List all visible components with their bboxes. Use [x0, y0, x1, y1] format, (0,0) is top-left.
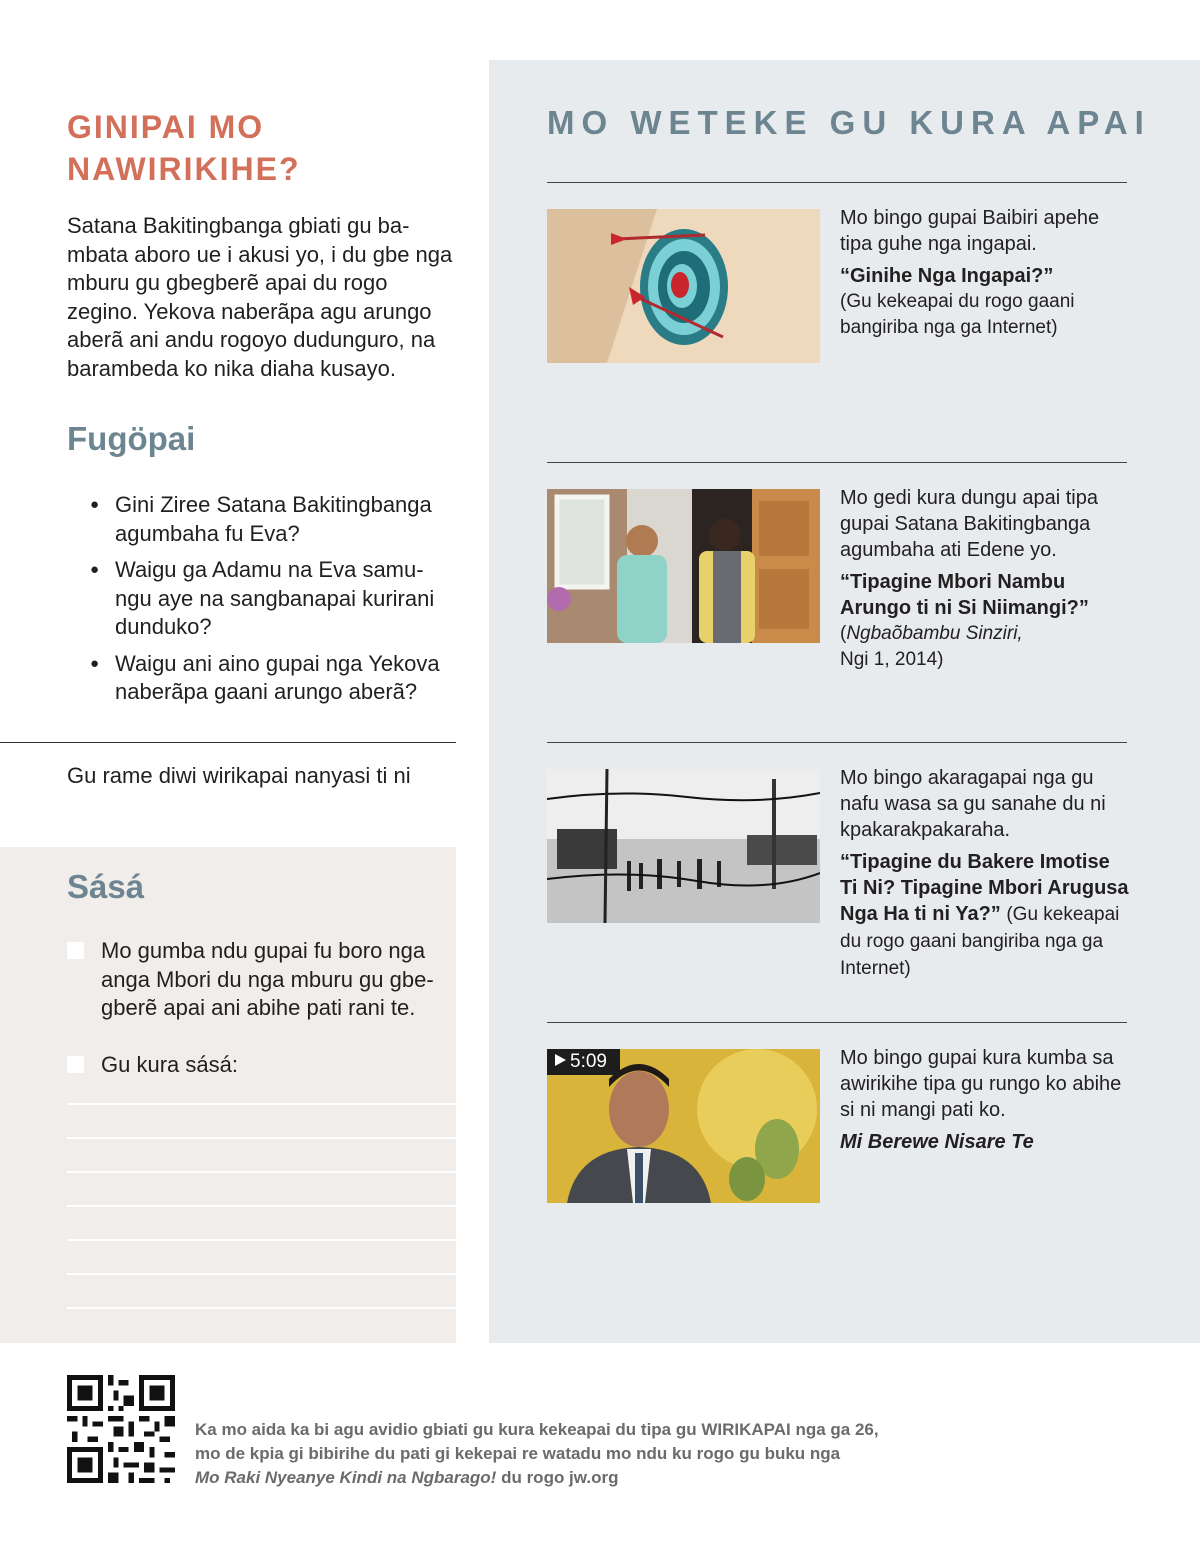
writing-line[interactable] [67, 1205, 456, 1207]
divider [0, 742, 456, 743]
resource-text: Mo bingo gupai kura kumba sa awirikihe tipa gu rungo ko abihe si ni mangi pati ko. Mi Berewe Nisare Te [840, 1045, 1130, 1155]
footer-note: Ka mo aida ka bi agu avidio gbiati gu kura kekeapai du tipa gu WIRIKAPAI nga ga 26, mo de kpia gi bibirihe du pati gi kekepai re watadu mo ndu ku rogo gu buku nga Mo Raki Nyeanye Kindi na Ngbarago! du rogo jw.org [195, 1420, 879, 1487]
resource-title[interactable]: “Ginihe Nga Ingapai?” [840, 265, 1054, 287]
play-icon [555, 1054, 566, 1066]
resource-note: (Ngbaõbambu Sinziri, Ngi 1, 2014) [840, 623, 1023, 670]
review-questions [90, 491, 460, 715]
barbed-wire-icon [547, 769, 820, 923]
writing-line[interactable] [67, 1171, 456, 1173]
writing-line[interactable] [67, 1137, 456, 1139]
checklist-item[interactable]: Gu kura sásá: [67, 1051, 447, 1080]
list-item: ● Gini Ziree Satana Bakitingbanga agumbaha fu Eva? [90, 492, 432, 546]
resource-note: (Gu kekeapai du rogo gaani bangiriba nga ga Internet) [840, 291, 1075, 338]
writing-line[interactable] [67, 1103, 456, 1105]
video-duration-badge: 5:09 [547, 1049, 620, 1075]
resource-text: Mo gedi kura dungu apai tipa gupai Satana Bakitingbanga agumbaha ati Edene yo. “Tipagine Mbori Nambu Arungo ti ni Si Niimangi?” (Ngbaõbambu Sinziri, Ngi 1, 2014) [840, 485, 1130, 673]
target-arrows-image[interactable] [547, 209, 820, 363]
book-title: Mo Raki Nyeanye Kindi na Ngbarago! [195, 1468, 497, 1487]
resource-title[interactable]: “Tipagine du Bakere Imotise Ti Ni? Tipagine Mbori Arugusa Nga Ha ti ni Ya?” [840, 851, 1129, 925]
list-item: ● Waigu ga Adamu na Eva samu-ngu aye na sangbanapai kurirani dunduko? [90, 557, 435, 639]
writing-line[interactable] [67, 1239, 456, 1241]
resource-title[interactable]: “Tipagine Mbori Nambu Arungo ti ni Si Niimangi?” [840, 571, 1089, 619]
bullet-icon: ● [90, 496, 100, 513]
resource-note: (Gu kekeapai du rogo gaani bangiriba nga ga Internet) [840, 904, 1120, 979]
conversation-icon [547, 489, 820, 643]
divider [547, 1022, 1127, 1023]
explore-heading: MO WETEKE GU KURA APAI [547, 104, 1151, 141]
resource-text: Mo bingo akaragapai nga gu nafu wasa sa gu sanahe du ni kpakarakpakaraha. “Tipagine du Bakere Imotise Ti Ni? Tipagine Mbori Arugusa Nga Ha ti ni Ya?” (Gu kekeapai du rogo gaani bangiriba nga ga Internet) [840, 767, 1129, 979]
try-box [0, 847, 456, 1343]
divider [547, 462, 1127, 463]
checklist-item[interactable]: Mo gumba ndu gupai fu boro nga anga Mbori du nga mburu gu gbe-gberẽ apai ani abihe pati rani te. [67, 937, 447, 1023]
checkbox[interactable] [67, 1056, 84, 1073]
doorstep-conversation-image[interactable] [547, 489, 820, 643]
main-title: GINIPAI MO NAWIRIKIHE? [67, 109, 301, 187]
try-heading: Sásá [67, 868, 145, 905]
target-icon [547, 209, 820, 363]
review-heading: Fugöpai [67, 420, 196, 457]
own-words-prompt: Gu rame diwi wirikapai nanyasi ti ni [67, 763, 411, 788]
writing-line[interactable] [67, 1273, 456, 1275]
list-item: ● Waigu ani aino gupai nga Yekova naberãpa gaani arungo aberã? [90, 650, 440, 704]
camp-barbed-wire-image[interactable] [547, 769, 820, 923]
divider [547, 742, 1127, 743]
resource-text: Mo bingo gupai Baibiri apehe tipa guhe nga ingapai. “Ginihe Nga Ingapai?” (Gu kekeapai du rogo gaani bangiriba nga ga Internet) [840, 205, 1130, 341]
checkbox[interactable] [67, 942, 84, 959]
bullet-icon: ● [90, 654, 100, 672]
divider [547, 182, 1127, 183]
resource-title[interactable]: Mi Berewe Nisare Te [840, 1131, 1034, 1153]
site-link[interactable]: du rogo jw.org [501, 1468, 619, 1487]
man-portrait-video-image[interactable] [547, 1049, 820, 1203]
bullet-icon: ● [90, 561, 100, 578]
summary-paragraph: Satana Bakitingbanga gbiati gu ba-mbata aboro ue i akusi yo, i du gbe nga mburu gu gbegberẽ apai du rogo zegino. Yekova naberãpa agu arungo aberã ani andu rogoyo dudunguro, na barambeda ko nika diaha kusayo. [67, 213, 453, 381]
writing-line[interactable] [67, 1307, 456, 1309]
qr-code-icon[interactable] [67, 1375, 175, 1483]
